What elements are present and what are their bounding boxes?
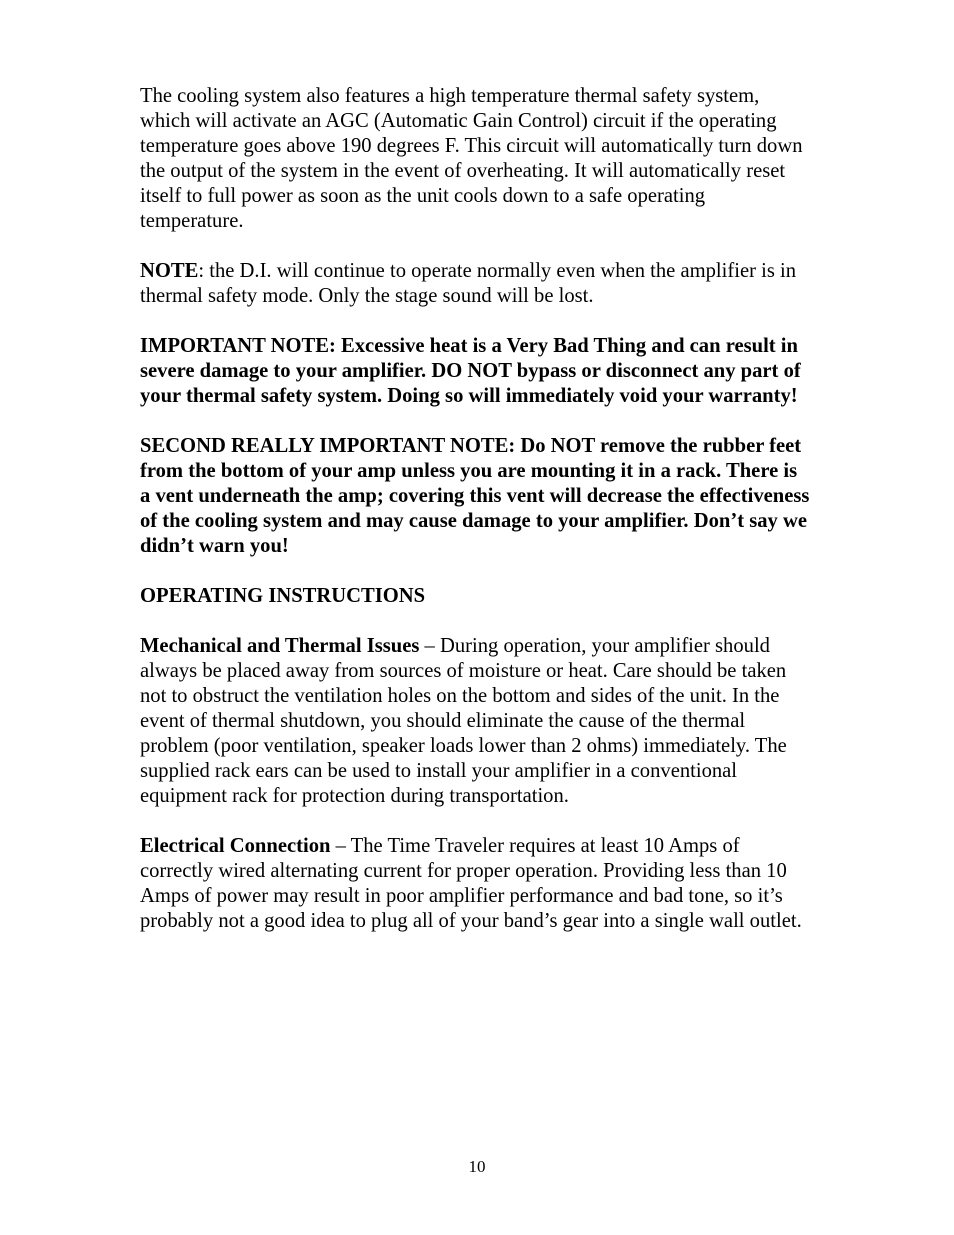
operating-instructions-heading: OPERATING INSTRUCTIONS [140, 585, 426, 607]
cooling-system-paragraph: The cooling system also features a high temperature thermal safety system, which will activate an AGC (Automatic Gain Control) circuit if the operating temperature goes above 190 degrees F. This circuit will automatically turn down the output of the system in the event of overheating. It will automatically reset itself to full power as soon as the unit cools down to a safe operating temperature. [140, 85, 803, 232]
electrical-connection-paragraph [140, 834, 812, 934]
electrical-connection-label: Electrical Connection [140, 835, 331, 857]
electrical-connection-text: – The Time Traveler requires at least 10 Amps of correctly wired alternating current for proper operation. Providing less than 10 Amps of power may result in poor amplifier performance and bad tone, so it’s probably not a good idea to plug all of your band’s gear into a single wall outlet. [140, 835, 802, 932]
important-note-paragraph: IMPORTANT NOTE: Excessive heat is a Very Bad Thing and can result in severe damage to your amplifier. DO NOT bypass or disconnect any part of your thermal safety system. Doing so will immediately void your warranty! [140, 335, 801, 407]
second-important-note-paragraph: SECOND REALLY IMPORTANT NOTE: Do NOT remove the rubber feet from the bottom of your amp unless you are mounting it in a rack. There is a vent underneath the amp; covering this vent will decrease the effectiveness of the cooling system and may cause damage to your amplifier. Don’t say we didn’t warn you! [140, 435, 810, 557]
page-number: 10 [468, 1157, 486, 1176]
document-page-body [140, 84, 812, 959]
mechanical-thermal-label: Mechanical and Thermal Issues [140, 635, 420, 657]
note-paragraph [140, 259, 812, 309]
mechanical-thermal-paragraph [140, 634, 812, 809]
mechanical-thermal-text: – During operation, your amplifier should always be placed away from sources of moisture or heat. Care should be taken not to obstruct the ventilation holes on the bottom and sides of the unit. In the event of thermal shutdown, you should eliminate the cause of the thermal problem (poor ventilation, speaker loads lower than 2 ohms) immediately. The supplied rack ears can be used to install your amplifier in a conventional equipment rack for protection during transportation. [140, 635, 787, 807]
note-text: : the D.I. will continue to operate normally even when the amplifier is in thermal safety mode. Only the stage sound will be lost. [140, 260, 796, 307]
note-label: NOTE [140, 260, 199, 282]
